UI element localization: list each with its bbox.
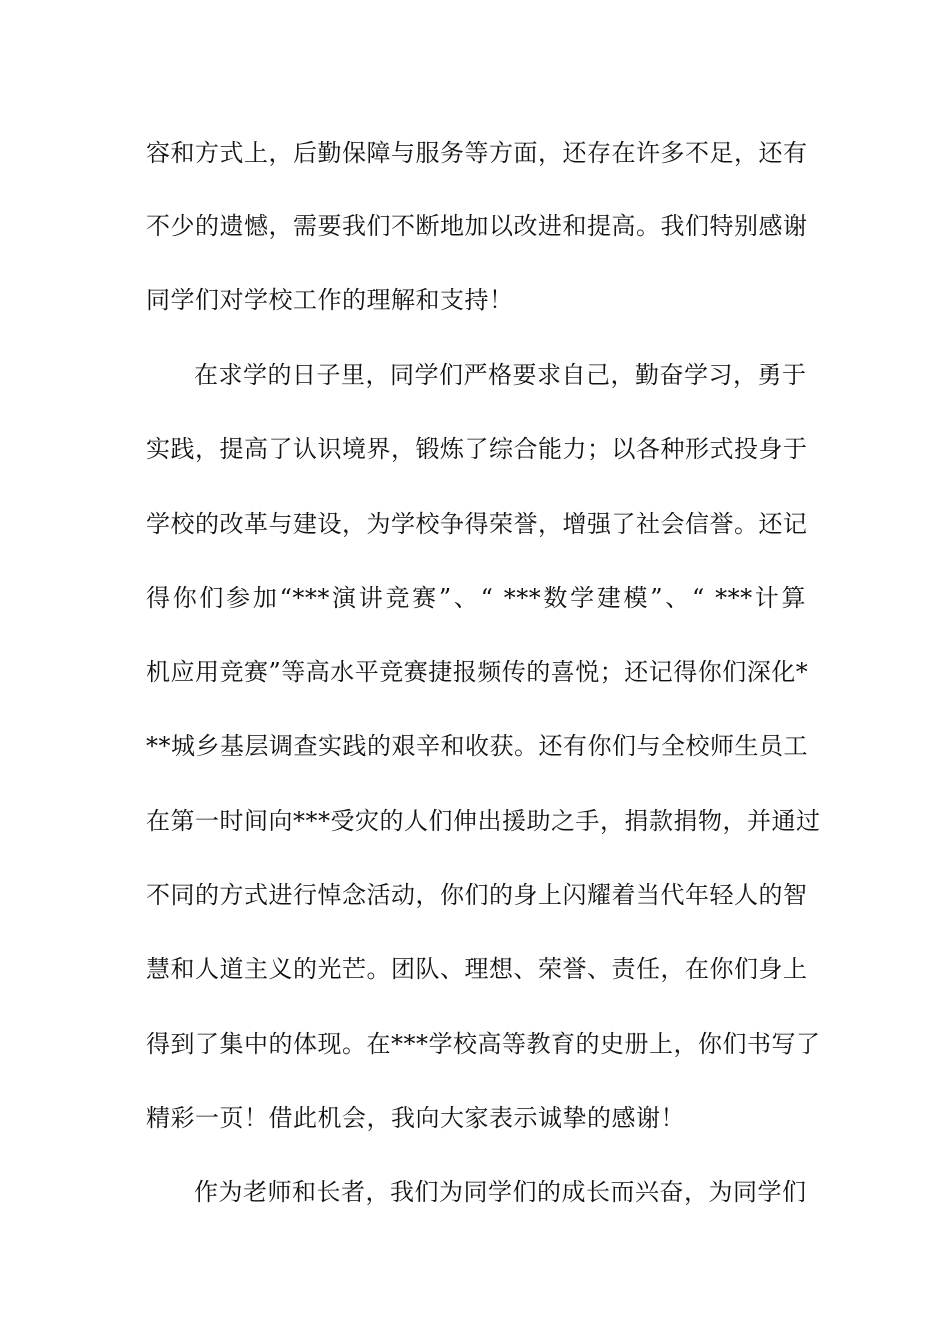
text-line: **城乡基层调查实践的艰辛和收获。还有你们与全校师生员工 [146,732,808,760]
text-line: 不少的遗憾，需要我们不断地加以改进和提高。我们特别感谢 [146,212,808,240]
text-line: 同学们对学校工作的理解和支持！ [146,286,514,314]
text-line: 容和方式上，后勤保障与服务等方面，还存在许多不足，还有 [146,139,808,167]
text-line: 机应用竞赛”等高水平竞赛捷报频传的喜悦；还记得你们深化* [146,658,809,686]
text-line: 学校的改革与建设，为学校争得荣誉，增强了社会信誉。还记 [146,510,808,538]
text-line: 得你们参加“***演讲竞赛”、“ ***数学建模”、“ ***计算 [146,584,806,612]
text-line: 在第一时间向***受灾的人们伸出援助之手，捐款捐物，并通过 [146,807,821,835]
text-line: 实践，提高了认识境界，锻炼了综合能力；以各种形式投身于 [146,435,808,463]
text-line: 精彩一页！借此机会，我向大家表示诚挚的感谢！ [146,1104,685,1132]
paragraph-first-line: 在求学的日子里，同学们严格要求自己，勤奋学习，勇于 [194,361,807,389]
text-line: 得到了集中的体现。在***学校高等教育的史册上，你们书写了 [146,1030,821,1058]
text-line: 慧和人道主义的光芒。团队、理想、荣誉、责任，在你们身上 [146,955,808,983]
text-line: 不同的方式进行悼念活动，你们的身上闪耀着当代年轻人的智 [146,881,808,909]
paragraph-first-line: 作为老师和长者，我们为同学们的成长而兴奋，为同学们 [194,1178,807,1206]
